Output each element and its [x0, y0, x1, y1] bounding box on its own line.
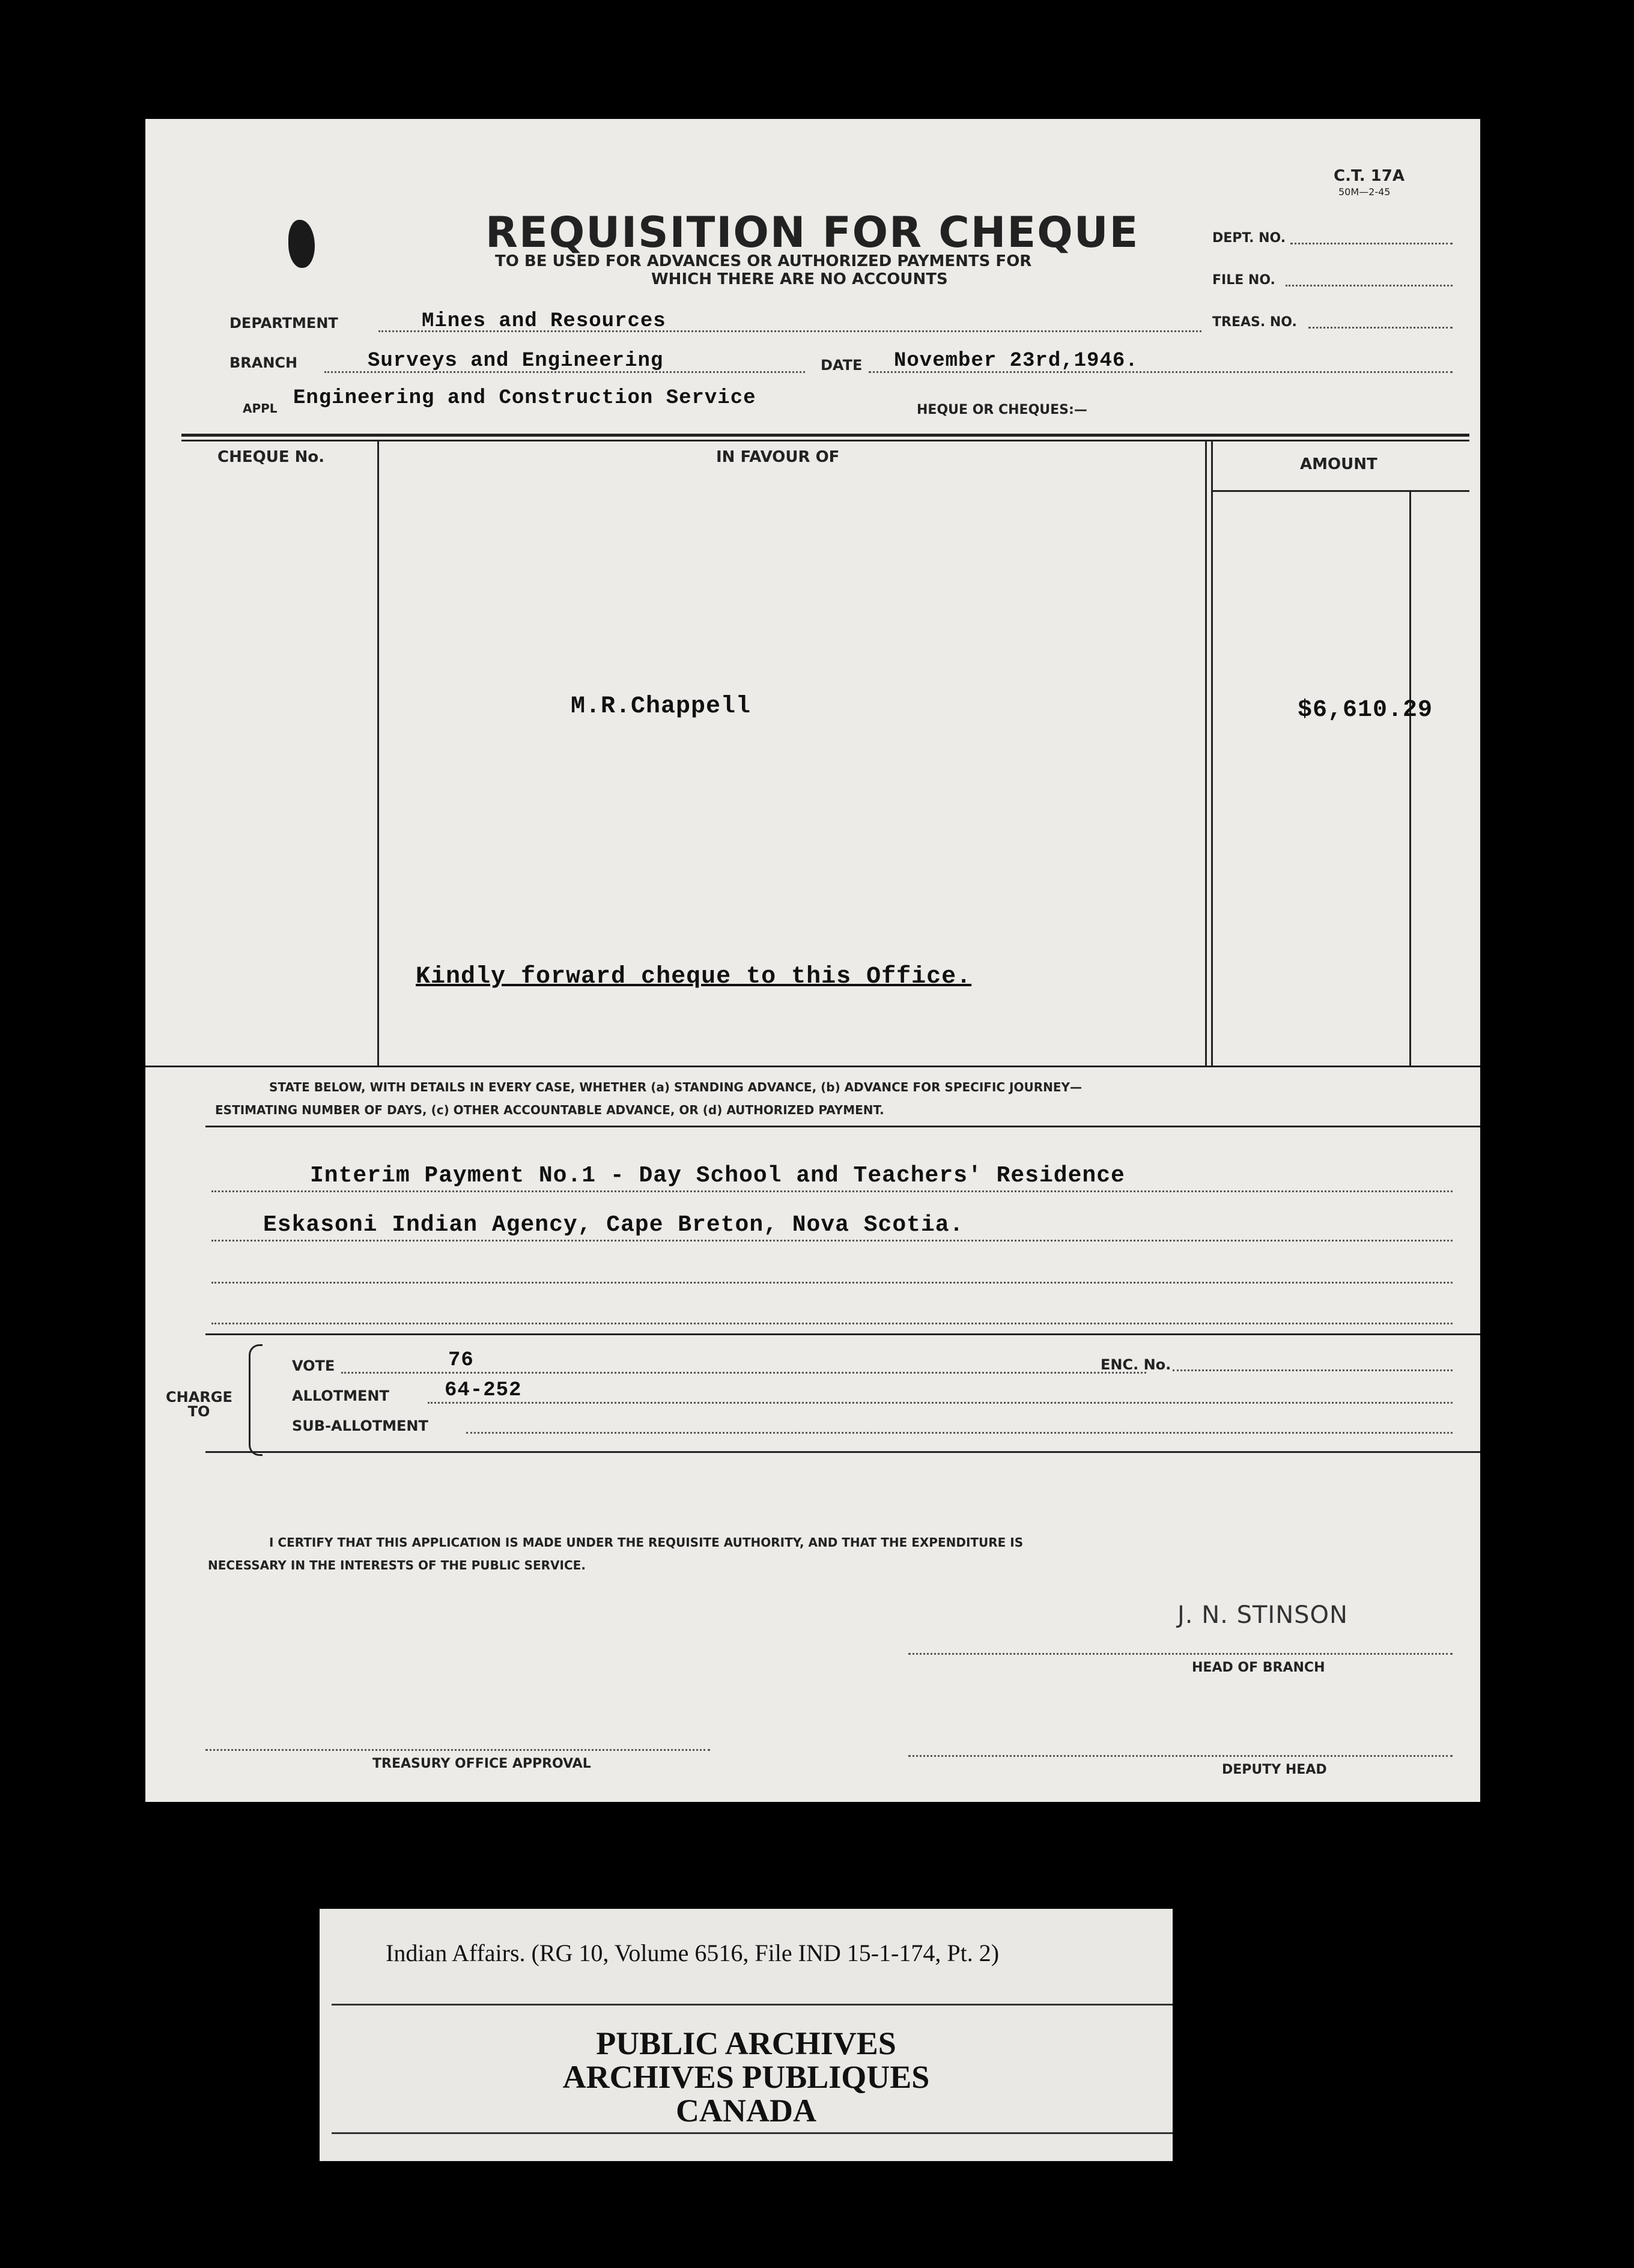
- archive-line-3: CANADA: [676, 2093, 816, 2129]
- column-header-amount: AMOUNT: [1300, 455, 1377, 473]
- form-code: C.T. 17A: [1334, 167, 1405, 185]
- cheque-amount: $6,610.29: [1298, 697, 1433, 724]
- instructions-rule: [205, 1126, 1480, 1127]
- column-divider-2: [1205, 441, 1207, 1066]
- file-no-label: FILE NO.: [1212, 273, 1275, 288]
- details-rule-2: [211, 1240, 1453, 1242]
- application-value: Engineering and Construction Service: [293, 387, 756, 410]
- column-header-cheque-no: CHEQUE No.: [217, 448, 325, 466]
- enc-no-line: [1173, 1369, 1453, 1371]
- form-subtitle-1: TO BE USED FOR ADVANCES OR AUTHORIZED PAYMENTS FOR: [495, 252, 1032, 270]
- archive-label-rule-top: [332, 2004, 1173, 2006]
- deputy-head-line: [908, 1755, 1453, 1757]
- requisition-document: [145, 119, 1480, 1802]
- application-label-start: APPL: [243, 401, 278, 416]
- deputy-head-label: DEPUTY HEAD: [1222, 1762, 1327, 1777]
- department-value: Mines and Resources: [422, 310, 666, 333]
- payee-name: M.R.Chappell: [571, 693, 752, 720]
- allotment-label: ALLOTMENT: [292, 1387, 389, 1404]
- vote-value: 76: [448, 1349, 474, 1372]
- column-header-favour: IN FAVOUR OF: [716, 448, 840, 466]
- date-value: November 23rd,1946.: [894, 350, 1138, 372]
- sub-allotment-line: [466, 1432, 1453, 1434]
- allotment-value: 64-252: [445, 1379, 522, 1402]
- head-of-branch-label: HEAD OF BRANCH: [1192, 1660, 1325, 1675]
- archive-label: [320, 1909, 1173, 2161]
- charge-to-label: CHARGE TO: [166, 1389, 232, 1420]
- signature-stamp: J. N. STINSON: [1177, 1601, 1348, 1629]
- dept-no-line: [1290, 243, 1453, 244]
- table-top-rule-2: [181, 440, 1469, 441]
- branch-label: BRANCH: [229, 354, 298, 371]
- cents-divider: [1409, 491, 1411, 1067]
- details-line-1: Interim Payment No.1 - Day School and Teachers' Residence: [310, 1163, 1125, 1189]
- details-rule-3: [211, 1282, 1453, 1284]
- vote-label: VOTE: [292, 1357, 335, 1374]
- treasury-approval-line: [205, 1749, 710, 1751]
- sub-allotment-label: SUB-ALLOTMENT: [292, 1418, 428, 1434]
- form-title: REQUISITION FOR CHEQUE: [485, 208, 1140, 257]
- certify-line-2: NECESSARY IN THE INTERESTS OF THE PUBLIC SERVICE.: [208, 1558, 586, 1572]
- enc-no-label: ENC. No.: [1101, 1356, 1171, 1373]
- certify-line-1: I CERTIFY THAT THIS APPLICATION IS MADE UNDER THE REQUISITE AUTHORITY, AND THAT THE EXPENDITURE IS: [269, 1535, 1024, 1550]
- form-code-sub: 50M—2-45: [1338, 186, 1391, 198]
- branch-value: Surveys and Engineering: [368, 350, 664, 372]
- charge-bottom-rule: [205, 1451, 1480, 1453]
- vote-line: [341, 1372, 1146, 1374]
- archive-line-2: ARCHIVES PUBLIQUES: [562, 2059, 930, 2095]
- treas-no-label: TREAS. NO.: [1212, 315, 1297, 330]
- dept-no-label: DEPT. NO.: [1212, 231, 1286, 246]
- charge-top-rule: [205, 1333, 1480, 1335]
- archive-reference: Indian Affairs. (RG 10, Volume 6516, File IND 15-1-174, Pt. 2): [386, 1939, 1000, 1966]
- date-label: DATE: [821, 357, 863, 374]
- archive-label-rule-bottom: [332, 2132, 1173, 2134]
- form-subtitle-2: WHICH THERE ARE NO ACCOUNTS: [651, 270, 948, 288]
- instructions-line-1: STATE BELOW, WITH DETAILS IN EVERY CASE, WHETHER (a) STANDING ADVANCE, (b) ADVANCE FOR SPECIFIC JOURNEY—: [269, 1080, 1082, 1094]
- file-no-line: [1286, 285, 1453, 287]
- table-bottom-rule: [145, 1066, 1480, 1067]
- allotment-line: [428, 1402, 1453, 1404]
- head-of-branch-line: [908, 1653, 1453, 1655]
- instructions-line-2: ESTIMATING NUMBER OF DAYS, (c) OTHER ACCOUNTABLE ADVANCE, OR (d) AUTHORIZED PAYMENT.: [215, 1103, 884, 1117]
- column-divider-2b: [1211, 441, 1213, 1066]
- archive-line-1: PUBLIC ARCHIVES: [596, 2025, 896, 2061]
- punch-hole-mark: [288, 220, 315, 268]
- department-label: DEPARTMENT: [229, 315, 338, 332]
- application-label-end: HEQUE OR CHEQUES:—: [917, 402, 1087, 417]
- details-rule-1: [211, 1190, 1453, 1192]
- table-top-rule: [181, 434, 1469, 437]
- details-line-2: Eskasoni Indian Agency, Cape Breton, Nova Scotia.: [263, 1212, 964, 1238]
- treasury-approval-label: TREASURY OFFICE APPROVAL: [372, 1756, 591, 1771]
- amount-header-rule: [1212, 490, 1469, 492]
- charge-brace: [249, 1344, 263, 1456]
- column-divider-1: [377, 441, 379, 1067]
- forward-note: Kindly forward cheque to this Office.: [416, 963, 972, 990]
- treas-no-line: [1308, 327, 1453, 329]
- details-rule-4: [211, 1323, 1453, 1324]
